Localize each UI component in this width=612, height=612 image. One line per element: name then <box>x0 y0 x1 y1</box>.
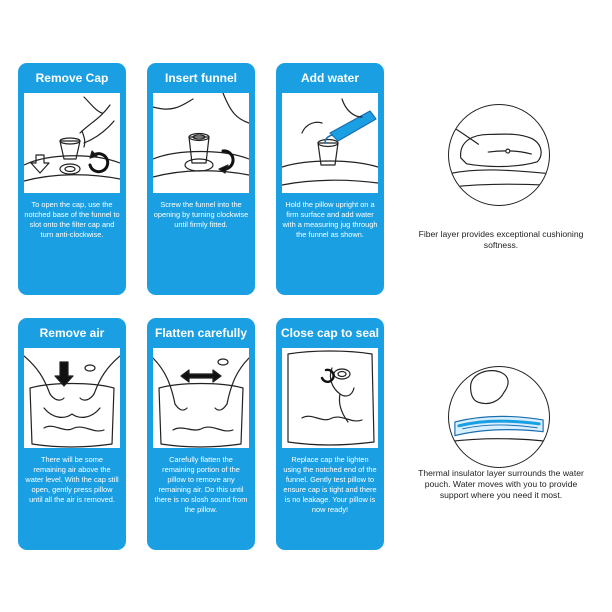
step-title: Flatten carefully <box>154 326 248 340</box>
head-on-water-pillow-icon <box>448 366 550 468</box>
step-title: Insert funnel <box>164 71 237 85</box>
funnel-inserted-icon <box>153 93 249 193</box>
step-title: Add water <box>300 71 359 85</box>
step-card-close-cap-to-seal <box>276 318 384 550</box>
hands-flattening-pillow-icon <box>153 348 249 448</box>
step-card-flatten-carefully <box>147 318 255 550</box>
fiber-layer-cross-section-icon <box>448 104 550 206</box>
funnel-removing-cap-icon <box>24 93 120 193</box>
step-description: Hold the pillow upright on a firm surface and add water with a measuring jug through the funnel as shown. <box>282 200 378 239</box>
feature-description: Thermal insulator layer surrounds the water pouch. Water moves with you to provide support where you need it most. <box>418 468 584 500</box>
step-title: Remove air <box>39 326 105 340</box>
step-card-add-water <box>276 63 384 295</box>
step-title: Remove Cap <box>35 71 109 85</box>
hand-closing-cap-icon <box>282 348 378 448</box>
step-card-remove-air <box>18 318 126 550</box>
feature-description: Fiber layer provides exceptional cushioning softness. <box>418 229 584 250</box>
step-card-remove-cap <box>18 63 126 295</box>
jug-pouring-water-icon <box>282 93 378 193</box>
step-description: To open the cap, use the notched base of the funnel to slot onto the filter cap and turn anti-clockwise. <box>24 200 120 239</box>
step-description: There will be some remaining air above the water level. With the cap still open, gently press pillow until all the air is removed. <box>25 455 119 504</box>
step-title: Close cap to seal <box>280 326 380 340</box>
step-card-insert-funnel <box>147 63 255 295</box>
step-description: Screw the funnel into the opening by turning clockwise until firmly fitted. <box>153 200 249 229</box>
step-description: Carefully flatten the remaining portion of the pillow to remove any remaining air. Do this until there is no slosh sound from the pillow. <box>154 455 248 514</box>
step-description: Replace cap the lighten using the notched end of the funnel. Gently test pillow to ensure cap is tight and there is no leakage. Your pillow is now ready! <box>283 455 377 514</box>
hands-pressing-pillow-icon <box>24 348 120 448</box>
